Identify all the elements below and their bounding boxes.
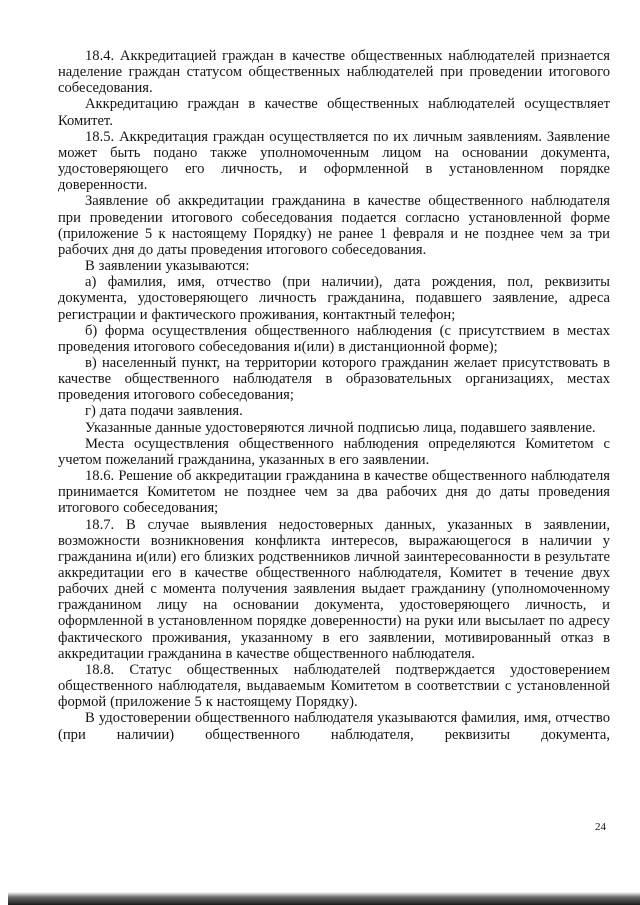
list-item-a: а) фамилия, имя, отчество (при наличии), дата рождения, пол, реквизиты документа, удостоверяющего личность гражданина, подавшего заявление, адреса регистрации и фактического проживания, контактный телефон;: [58, 274, 610, 323]
paragraph-18-8: 18.8. Статус общественных наблюдателей подтверждается удостоверением общественного наблюдателя, выдаваемым Комитетом в соответствии с установленной формой (приложение 5 к настоящему Порядку).: [58, 661, 610, 711]
scan-shadow-edge: [8, 892, 640, 905]
paragraph-18-5: 18.5. Аккредитация граждан осуществляется по их личным заявлениям. Заявление может быть подано также уполномоченным лицом на основании документа, удостоверяющего его личность, и оформленной в установленном порядке доверенности.: [58, 128, 610, 194]
paragraph-certificate-contents: В удостоверении общественного наблюдателя указываются фамилия, имя, отчество (при наличии) общественного наблюдателя, реквизиты документа,: [58, 710, 610, 743]
paragraph-application-contents: В заявлении указываются:: [85, 258, 250, 275]
list-item-b: б) форма осуществления общественного наблюдения (с присутствием в местах проведения итогового собеседования и(или) в дистанционной форме);: [58, 322, 610, 355]
paragraph-18-4: 18.4. Аккредитацией граждан в качестве общественных наблюдателей признается наделение граждан статусом общественных наблюдателей при проведении итогового собеседования.: [58, 48, 610, 97]
paragraph-accreditation-by-committee: Аккредитацию граждан в качестве общественных наблюдателей осуществляет Комитет.: [58, 96, 610, 129]
paragraph-application-form: Заявление об аккредитации гражданина в качестве общественного наблюдателя при проведении итогового собеседования подается согласно установленной форме (приложение 5 к настоящему Порядку) не ранее 1 февраля и не позднее чем за три рабочих дня до даты проведения итогового собеседования.: [58, 193, 610, 258]
paragraph-18-6: 18.6. Решение об аккредитации гражданина в качестве общественного наблюдателя принимается Комитетом не позднее чем за два рабочих дня до даты проведения итогового собеседования;: [58, 468, 610, 517]
document-body: [58, 48, 610, 743]
paragraph-18-7: 18.7. В случае выявления недостоверных данных, указанных в заявлении, возможности возникновения конфликта интересов, выражающегося в наличии у гражданина и(или) его близких родственников личной заинтересованности в результате аккредитации его в качестве общественного наблюдателя, Комитет в течение двух рабочих дней с момента получения заявления выдает гражданину (уполномоченному гражданином лицу на основании документа, удостоверяющего личность, и оформленной в установленном порядке доверенности) на руки или высылает по адресу фактического проживания, указанному в его заявлении, мотивированный отказ в аккредитации гражданина в качестве общественного наблюдателя.: [58, 516, 610, 662]
list-item-v: в) населенный пункт, на территории которого гражданин желает присутствовать в качестве общественного наблюдателя в образовательных организациях, местах проведения итогового собеседования;: [58, 354, 610, 404]
list-item-g: г) дата подачи заявления.: [85, 403, 243, 420]
paragraph-signature: Указанные данные удостоверяются личной подписью лица, подавшего заявление.: [85, 419, 596, 436]
page-number: 24: [595, 821, 606, 833]
paragraph-observation-places: Места осуществления общественного наблюдения определяются Комитетом с учетом пожеланий гражданина, указанных в его заявлении.: [58, 435, 610, 468]
